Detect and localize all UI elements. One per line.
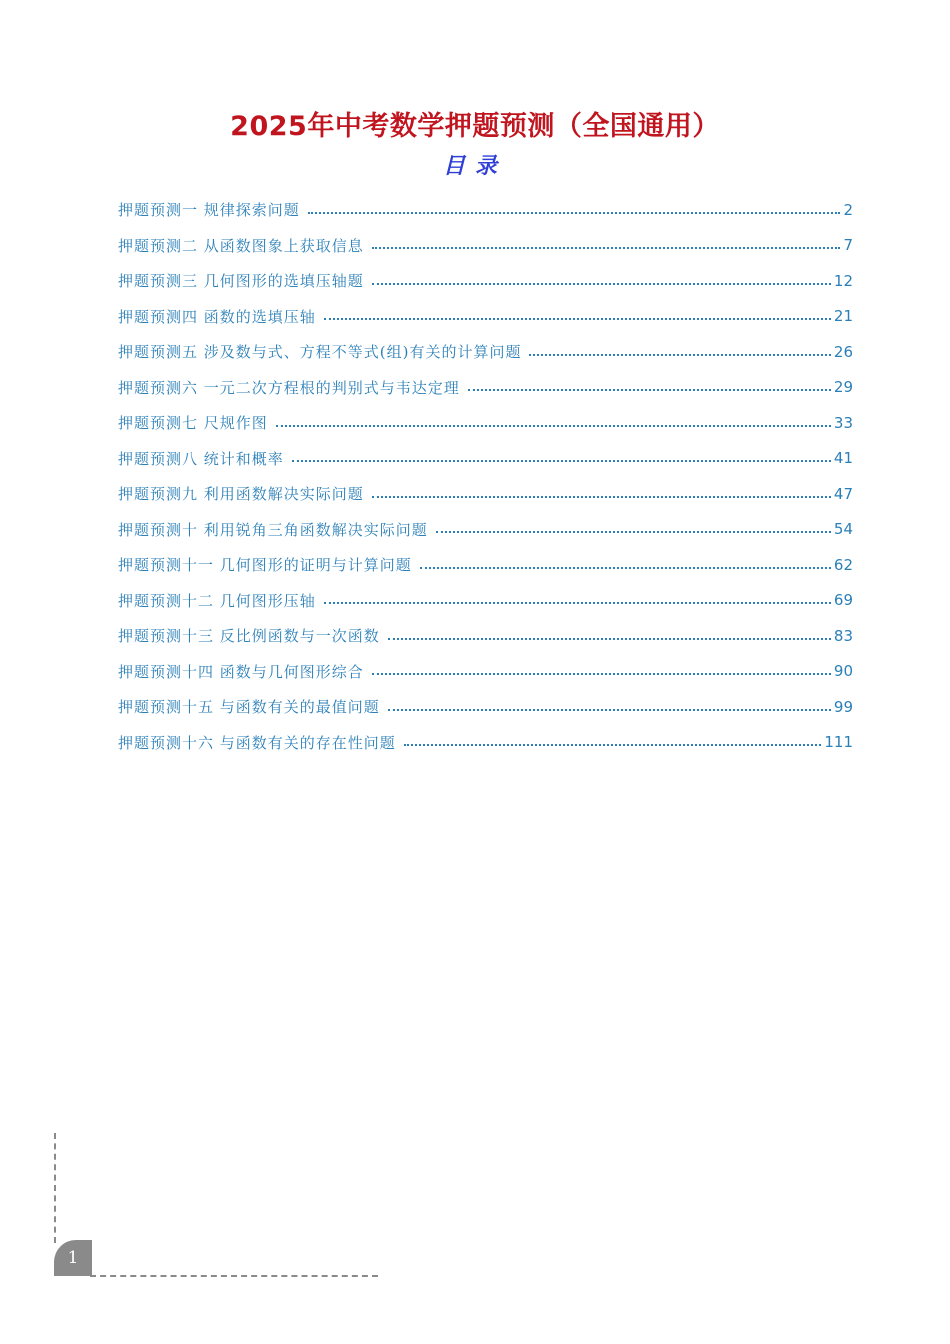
toc-entry[interactable] (118, 547, 853, 583)
toc-entry[interactable] (118, 334, 853, 370)
toc-entry-label: 押题预测十六 与函数有关的存在性问题 (118, 733, 396, 752)
toc-leader-dots (324, 602, 831, 604)
toc-entry-label: 押题预测十三 反比例函数与一次函数 (118, 627, 380, 646)
toc-entry[interactable] (118, 405, 853, 441)
toc-leader-dots (388, 709, 831, 711)
toc-leader-dots (468, 389, 831, 391)
toc-leader-dots (308, 212, 841, 214)
toc-page-number: 7 (843, 236, 853, 255)
toc-page-number: 54 (833, 520, 853, 539)
page-number: 1 (67, 1248, 79, 1268)
toc-entry[interactable] (118, 299, 853, 335)
footer-dashed-horizontal-rule (90, 1275, 378, 1277)
toc-entry[interactable] (118, 228, 853, 264)
toc-page-number: 21 (833, 307, 853, 326)
toc-entry-label: 押题预测九 利用函数解决实际问题 (118, 485, 364, 504)
toc-leader-dots (404, 744, 822, 746)
toc-leader-dots (276, 425, 831, 427)
toc-leader-dots (372, 673, 831, 675)
toc-leader-dots (372, 247, 841, 249)
toc-page-number: 29 (833, 378, 853, 397)
toc-leader-dots (324, 318, 831, 320)
toc-entry-label: 押题预测七 尺规作图 (118, 414, 268, 433)
toc-entry-label: 押题预测一 规律探索问题 (118, 201, 300, 220)
toc-entry[interactable] (118, 370, 853, 406)
page-number-tab (54, 1240, 92, 1276)
toc-entry-label: 押题预测四 函数的选填压轴 (118, 307, 316, 326)
toc-entry-label: 押题预测五 涉及数与式、方程不等式(组)有关的计算问题 (118, 343, 522, 362)
toc-leader-dots (436, 531, 831, 533)
toc-page-number: 26 (833, 342, 853, 361)
toc-leader-dots (372, 283, 831, 285)
toc-entry-label: 押题预测十 利用锐角三角函数解决实际问题 (118, 520, 428, 539)
toc-leader-dots (420, 567, 831, 569)
toc-page-number: 2 (843, 200, 853, 219)
document-title: 2025年中考数学押题预测（全国通用） (230, 111, 720, 142)
toc-page-number: 33 (833, 413, 853, 432)
toc-heading: 目录 (442, 154, 507, 179)
toc-leader-dots (388, 638, 831, 640)
toc-entry[interactable] (118, 654, 853, 690)
toc-leader-dots (529, 354, 830, 356)
toc-entry[interactable] (118, 192, 853, 228)
toc-page-number: 90 (833, 662, 853, 681)
toc-entry[interactable] (118, 512, 853, 548)
toc-page-number: 111 (824, 733, 853, 752)
footer-dashed-vertical-rule (54, 1133, 56, 1243)
toc-entry-label: 押题预测八 统计和概率 (118, 449, 284, 468)
toc-entry[interactable] (118, 689, 853, 725)
toc-entry-label: 押题预测六 一元二次方程根的判别式与韦达定理 (118, 378, 460, 397)
toc-entry[interactable] (118, 618, 853, 654)
toc-entry[interactable] (118, 476, 853, 512)
toc-entry[interactable] (118, 441, 853, 477)
toc-leader-dots (372, 496, 831, 498)
toc-entry-label: 押题预测十一 几何图形的证明与计算问题 (118, 556, 412, 575)
toc-entry[interactable] (118, 583, 853, 619)
toc-entry-label: 押题预测二 从函数图象上获取信息 (118, 236, 364, 255)
toc-entry-label: 押题预测十五 与函数有关的最值问题 (118, 698, 380, 717)
toc-page-number: 83 (833, 626, 853, 645)
toc-entry-label: 押题预测三 几何图形的选填压轴题 (118, 272, 364, 291)
toc-entry[interactable] (118, 725, 853, 761)
toc-page-number: 99 (833, 697, 853, 716)
toc-page-number: 47 (833, 484, 853, 503)
toc-page-number: 41 (833, 449, 853, 468)
toc-entry-label: 押题预测十二 几何图形压轴 (118, 591, 316, 610)
toc-page-number: 12 (833, 271, 853, 290)
toc-entry[interactable] (118, 263, 853, 299)
toc-entry-label: 押题预测十四 函数与几何图形综合 (118, 662, 364, 681)
toc-page-number: 69 (833, 591, 853, 610)
table-of-contents (118, 192, 853, 760)
toc-page-number: 62 (833, 555, 853, 574)
toc-leader-dots (292, 460, 831, 462)
